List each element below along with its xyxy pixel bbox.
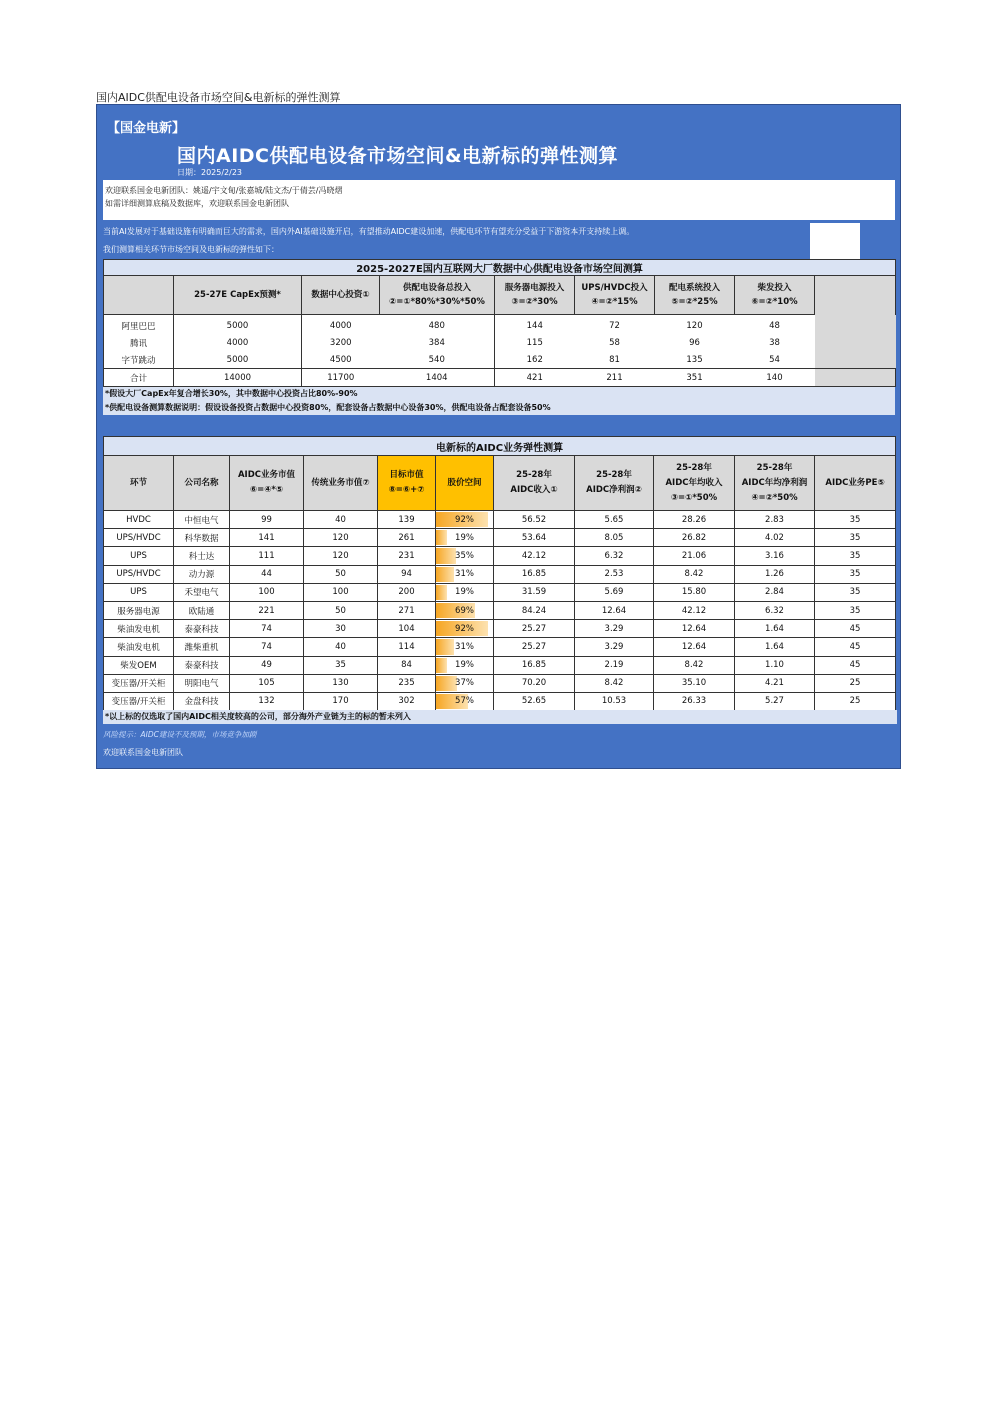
cell-co: 禾望电气 [174,583,230,601]
cell-co: 动力源 [174,565,230,583]
date-label: 日期：2025/2/23 [177,168,243,177]
cell-np: 8.42 [575,674,654,692]
cell-avgnp: 1.26 [735,565,815,583]
table-row [104,674,896,692]
cell-space: 31% [436,638,494,656]
note-line-2: 如需详细测算底稿及数据库，欢迎联系国金电新团队 [105,199,289,208]
cell-space: 92% [436,511,494,529]
cell-rev: 53.64 [494,529,575,547]
cell-avgrev: 42.12 [654,601,735,619]
cell-avgrev: 26.33 [654,692,735,710]
table-row [104,529,896,547]
table1-caption: 2025-2027E国内互联网大厂数据中心供配电设备市场空间测算 [104,260,896,276]
cell-pe: 45 [815,638,896,656]
cell-aidc: 49 [230,656,304,674]
cell-pe: 35 [815,547,896,565]
cell-trad: 35 [304,656,378,674]
cell-pe: 25 [815,674,896,692]
cell-co: 泰豪科技 [174,656,230,674]
header-avg-net-profit: 25-28年 AIDC年均净利润 ④=②*50% [735,456,815,511]
space-bar [436,548,456,563]
cell-target: 94 [378,565,436,583]
cell-avgrev: 12.64 [654,638,735,656]
cell-trad: 120 [304,529,378,547]
cell-avgnp: 1.10 [735,656,815,674]
cell-trad: 130 [304,674,378,692]
cell-avgrev: 21.06 [654,547,735,565]
cell-target: 139 [378,511,436,529]
cell-aidc: 44 [230,565,304,583]
cell-np: 3.29 [575,620,654,638]
cell-space: 57% [436,692,494,710]
cell-target: 302 [378,692,436,710]
cell-seg: 变压器/开关柜 [104,692,174,710]
cell-np: 3.29 [575,638,654,656]
cell-space: 19% [436,529,494,547]
cell-trad: 50 [304,601,378,619]
cell-space: 19% [436,656,494,674]
cell-co: 潍柴重机 [174,638,230,656]
cell-trad: 170 [304,692,378,710]
cell-rev: 52.65 [494,692,575,710]
header-capex: 25-27E CapEx预测* [174,276,302,315]
cell-np: 5.69 [575,583,654,601]
cell-target: 231 [378,547,436,565]
cell-rev: 84.24 [494,601,575,619]
cell-aidc: 99 [230,511,304,529]
cell-avgrev: 28.26 [654,511,735,529]
cell-target: 104 [378,620,436,638]
space-bar [436,639,454,654]
cell-avgnp: 4.02 [735,529,815,547]
note-line-1: 欢迎联系国金电新团队：姚遥/宇文甸/张嘉城/陆文杰/于倩芸/冯晓熠 [105,186,343,195]
header-server: 服务器电源投入 ③=②*30% [495,276,575,315]
space-bar [436,567,454,582]
cell-co: 科士达 [174,547,230,565]
table-row: 腾讯 4000 3200 384 115 58 96 38 [104,334,896,351]
header-net-profit: 25-28年 AIDC净利润② [575,456,654,511]
intro-notes [103,223,634,259]
cell-trad: 30 [304,620,378,638]
cell-avgnp: 1.64 [735,638,815,656]
cell-avgnp: 6.32 [735,601,815,619]
table-row [104,656,896,674]
note-line-3: 当前AI发展对于基础设施有明确而巨大的需求，国内外AI基础设施开启，有望推动AIDC建设加速，供配电环节有望充分受益于下游资本开支持续上调。 [103,227,635,236]
cell-np: 10.53 [575,692,654,710]
cell-trad: 50 [304,565,378,583]
cell-avgnp: 1.64 [735,620,815,638]
cell-rev: 56.52 [494,511,575,529]
cell-aidc: 105 [230,674,304,692]
header-company: 公司名称 [174,456,230,511]
cell-aidc: 74 [230,638,304,656]
header-dist: 配电系统投入 ⑤=②*25% [655,276,735,315]
cell-seg: 服务器电源 [104,601,174,619]
cell-avgnp: 4.21 [735,674,815,692]
header-pe: AIDC业务PE⑤ [815,456,896,511]
cell-aidc: 221 [230,601,304,619]
cell-seg: 柴发OEM [104,656,174,674]
cell-pe: 45 [815,656,896,674]
cell-target: 114 [378,638,436,656]
space-bar [436,530,447,545]
cell-co: 泰豪科技 [174,620,230,638]
cell-space: 31% [436,565,494,583]
cell-trad: 120 [304,547,378,565]
cell-seg: 柴油发电机 [104,638,174,656]
header-space: 股价空间 [436,456,494,511]
contact-note: 欢迎联系国金电新团队 [103,748,183,757]
cell-aidc: 132 [230,692,304,710]
cell-trad: 40 [304,638,378,656]
cell-space: 19% [436,583,494,601]
table-row [104,511,896,529]
cell-np: 2.53 [575,565,654,583]
table1-footnotes [103,387,895,415]
cell-pe: 35 [815,565,896,583]
cell-target: 235 [378,674,436,692]
cell-pe: 35 [815,583,896,601]
table2-footnote: *以上标的仅选取了国内AIDC相关度较高的公司，部分海外产业链为主的标的暂未列入 [103,710,897,724]
cell-seg: UPS [104,583,174,601]
cell-seg: 柴油发电机 [104,620,174,638]
cell-rev: 25.27 [494,638,575,656]
cell-avgrev: 26.82 [654,529,735,547]
header-traditional: 传统业务市值⑦ [304,456,378,511]
cell-target: 261 [378,529,436,547]
space-bar [436,676,457,691]
cell-aidc: 74 [230,620,304,638]
cell-co: 金盘科技 [174,692,230,710]
table-row [104,583,896,601]
cell-avgnp: 2.83 [735,511,815,529]
cell-rev: 16.85 [494,656,575,674]
total-row: 合计 14000 11700 1404 421 211 351 140 [104,369,896,387]
elasticity-table [103,436,896,711]
table-row [104,620,896,638]
header-avg-revenue: 25-28年 AIDC年均收入 ③=①*50% [654,456,735,511]
cell-aidc: 100 [230,583,304,601]
cell-space: 35% [436,547,494,565]
space-bar [436,658,447,673]
table-row [104,547,896,565]
cell-np: 8.05 [575,529,654,547]
cell-pe: 35 [815,601,896,619]
cell-pe: 25 [815,692,896,710]
header-aidc-value: AIDC业务市值 ⑥=④*⑤ [230,456,304,511]
cell-seg: HVDC [104,511,174,529]
header-target: 目标市值 ⑧=⑥+⑦ [378,456,436,511]
cell-avgnp: 3.16 [735,547,815,565]
risk-note: 风险提示：AIDC建设不及预期，市场竞争加剧 [103,730,257,739]
cell-avgrev: 8.42 [654,565,735,583]
cell-seg: UPS [104,547,174,565]
table-row [104,565,896,583]
cell-seg: 变压器/开关柜 [104,674,174,692]
cell-aidc: 111 [230,547,304,565]
table-row [104,638,896,656]
cell-pe: 35 [815,529,896,547]
cell-aidc: 141 [230,529,304,547]
cell-co: 科华数据 [174,529,230,547]
cell-rev: 16.85 [494,565,575,583]
header-revenue: 25-28年 AIDC收入① [494,456,575,511]
cell-rev: 70.20 [494,674,575,692]
document-title: 国内AIDC供配电设备市场空间&电新标的弹性测算 [96,91,341,104]
cell-target: 271 [378,601,436,619]
header-gen: 柴发投入 ⑥=②*10% [735,276,815,315]
cell-seg: UPS/HVDC [104,565,174,583]
cell-space: 69% [436,601,494,619]
table1-footnote-1: *假设大厂CapEx年复合增长30%，其中数据中心投资占比80%-90% [105,389,358,398]
cell-space: 92% [436,620,494,638]
cell-np: 5.65 [575,511,654,529]
note-line-4: 我们测算相关环节市场空间及电新标的弹性如下： [103,245,279,254]
brand-label: 【国金电新】 [107,121,186,136]
table-row: 字节跳动 5000 4500 540 162 81 135 54 [104,351,896,369]
cell-avgnp: 5.27 [735,692,815,710]
header-segment: 环节 [104,456,174,511]
cell-co: 明阳电气 [174,674,230,692]
cell-co: 中恒电气 [174,511,230,529]
header-dc: 数据中心投资① [302,276,380,315]
cell-np: 6.32 [575,547,654,565]
table1-header-row [104,276,896,315]
cell-target: 200 [378,583,436,601]
cell-trad: 40 [304,511,378,529]
cell-trad: 100 [304,583,378,601]
header-power: 供配电设备总投入 ②=①*80%*30%*50% [380,276,495,315]
cell-rev: 42.12 [494,547,575,565]
cell-np: 12.64 [575,601,654,619]
cell-seg: UPS/HVDC [104,529,174,547]
cell-avgrev: 15.80 [654,583,735,601]
cell-avgrev: 35.10 [654,674,735,692]
team-notes [103,180,895,220]
table2-caption: 电新标的AIDC业务弹性测算 [104,437,896,456]
main-title: 国内AIDC供配电设备市场空间&电新标的弹性测算 [177,145,619,167]
market-space-table [103,259,896,387]
cell-co: 欧陆通 [174,601,230,619]
spreadsheet-panel [96,104,901,769]
cell-space: 37% [436,674,494,692]
table2-header-row [104,456,896,511]
cell-pe: 35 [815,511,896,529]
cell-avgrev: 12.64 [654,620,735,638]
space-bar [436,585,447,600]
cell-target: 84 [378,656,436,674]
cell-avgrev: 8.42 [654,656,735,674]
cell-np: 2.19 [575,656,654,674]
table-row: 阿里巴巴 5000 4000 480 144 72 120 48 [104,315,896,335]
table-row [104,692,896,710]
cell-rev: 31.59 [494,583,575,601]
cell-pe: 45 [815,620,896,638]
header-ups: UPS/HVDC投入 ④=②*15% [575,276,655,315]
table1-footnote-2: *供配电设备测算数据说明：假设设备投资占数据中心投资80%，配套设备占数据中心设备30%，供配电设备占配套设备50% [105,403,551,412]
cell-avgnp: 2.84 [735,583,815,601]
table-row [104,601,896,619]
cell-rev: 25.27 [494,620,575,638]
